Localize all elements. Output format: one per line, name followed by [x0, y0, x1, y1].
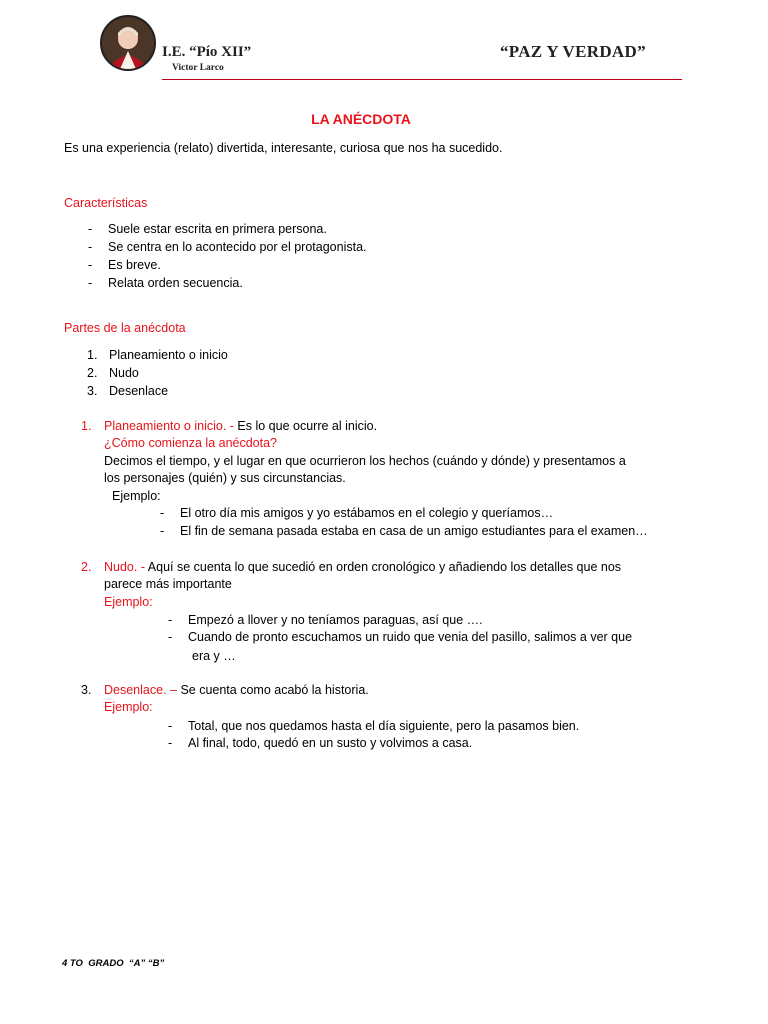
example-label: Ejemplo:: [104, 595, 153, 609]
section-1-desc-cont: los personajes (quién) y sus circunstancias.: [104, 471, 346, 485]
list-item: - Relata orden secuencia.: [88, 276, 243, 290]
section-2-label: Nudo. -: [104, 560, 145, 574]
section-1-label: Planeamiento o inicio. -: [104, 419, 234, 433]
bullet: -: [168, 630, 173, 644]
school-location: Victor Larco: [172, 63, 224, 73]
example-item: - El fin de semana pasada estaba en casa de un amigo estudiantes para el examen…: [160, 524, 648, 538]
footer-grade: 4 TO GRADO “A” “B”: [62, 958, 165, 969]
bullet: -: [168, 613, 173, 627]
example-item: - Al final, todo, quedó en un susto y volvimos a casa.: [168, 736, 473, 750]
example-item-cont: era y …: [192, 649, 236, 663]
list-item: - Se centra en lo acontecido por el protagonista.: [88, 240, 367, 254]
example-label: Ejemplo:: [104, 700, 153, 714]
section-number: 1.: [81, 419, 92, 433]
example-item: - Total, que nos quedamos hasta el día siguiente, pero la pasamos bien.: [168, 719, 580, 733]
list-item: 3. Desenlace: [87, 384, 169, 398]
caracteristicas-heading: Características: [64, 196, 148, 210]
bullet: -: [168, 719, 173, 733]
bullet: -: [168, 736, 173, 750]
section-2-text-cont: parece más importante: [104, 577, 232, 591]
section-1-question: ¿Cómo comienza la anécdota?: [104, 436, 278, 450]
bullet: -: [88, 222, 93, 236]
section-3-line: Desenlace. – Se cuenta como acabó la historia.: [104, 683, 369, 697]
school-motto: “PAZ Y VERDAD”: [500, 42, 646, 61]
list-item: 1. Planeamiento o inicio: [87, 348, 228, 362]
example-item: - Empezó a llover y no teníamos paraguas, así que ….: [168, 613, 483, 627]
example-item: - El otro día mis amigos y yo estábamos en el colegio y queríamos…: [160, 506, 554, 520]
partes-heading: Partes de la anécdota: [64, 321, 186, 335]
section-1-line: Planeamiento o inicio. - Es lo que ocurre al inicio.: [104, 419, 378, 433]
intro-paragraph: Es una experiencia (relato) divertida, interesante, curiosa que nos ha sucedido.: [64, 141, 503, 155]
header-divider: [162, 79, 682, 80]
example-label: Ejemplo:: [112, 489, 161, 503]
bullet: -: [160, 524, 165, 538]
document-title: LA ANÉCDOTA: [311, 111, 411, 127]
section-1-desc: Decimos el tiempo, y el lugar en que ocurrieron los hechos (cuándo y dónde) y presentamos a: [104, 454, 626, 468]
school-logo: [100, 15, 156, 71]
section-2-line: Nudo. - Aquí se cuenta lo que sucedió en orden cronológico y añadiendo los detalles que nos: [104, 560, 622, 574]
section-number: 3.: [81, 683, 92, 697]
section-number: 2.: [81, 560, 92, 574]
bullet: -: [88, 240, 93, 254]
section-3-label: Desenlace. –: [104, 683, 177, 697]
bullet: -: [88, 258, 93, 272]
bullet: -: [160, 506, 165, 520]
list-item: - Suele estar escrita en primera persona.: [88, 222, 327, 236]
school-name: I.E. “Pío XII”: [162, 44, 252, 60]
example-item: - Cuando de pronto escuchamos un ruido que venia del pasillo, salimos a ver que: [168, 630, 633, 644]
bullet: -: [88, 276, 93, 290]
list-item: - Es breve.: [88, 258, 161, 272]
list-item: 2. Nudo: [87, 366, 139, 380]
